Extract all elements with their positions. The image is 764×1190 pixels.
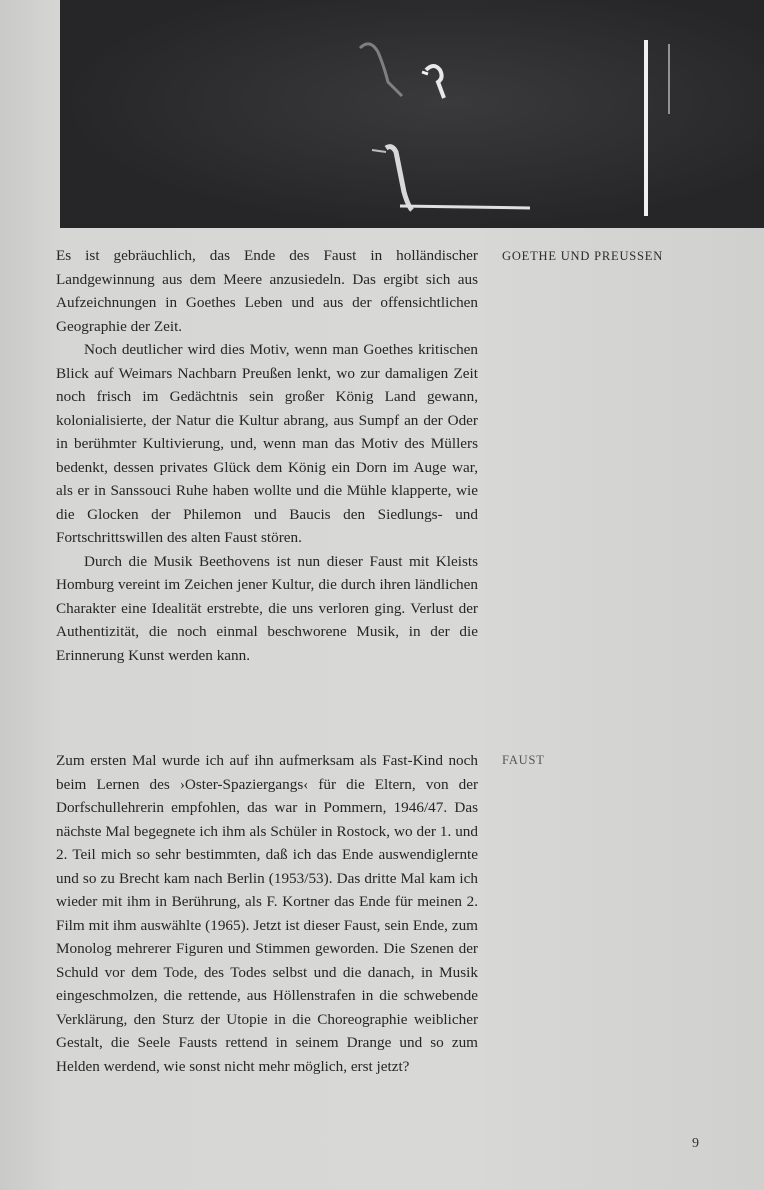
paragraph: Durch die Musik Beethovens ist nun dieser Faust mit Kleists Homburg vereint im Zeichen jener Kultur, die durch ihren ländlichen Charakter eine Idealität erstrebte, die uns verloren ging. Verlust der Authentizität, die noch einmal beschworene Musik, in der die Erinnerung Kunst werden kann. [56,552,478,664]
paragraph: Zum ersten Mal wurde ich auf ihn aufmerksam als Fast-Kind noch beim Lernen des ›Oster-Spaziergangs‹ für die Eltern, von der Dorfschullehrerin empfohlen, das war in Pommern, 1946/47. Das nächste Mal begegnete ich ihm als Schüler in Rostock, wo der 1. und 2. Teil mich so sehr bestimmten, daß ich das Ende auswendiglernte und so zu Brecht kam nach Berlin (1953/53). Das dritte Mal kam ich wieder mit ihm in Berührung, als F. Kortner das Ende für meinen 2. Film mit ihm auswählte (1965). Jetzt ist dieser Faust, sein Ende, zum Monolog mehrerer Figuren und Stimmen geworden. Die Szenen der Schuld vor dem Tode, des Todes selbst und die danach, in Musik eingeschmolzen, die rettende, aus Höllenstrafen in die schwebende Verklärung, den Sturz der Utopie in die Choreographie weiblicher Gestalt, die Seele Fausts rettend in seinem Drange und so zum Helden werdend, wie sonst nicht mehr möglich, erst jetzt? [56,752,478,1075]
stage-photo-icon [60,0,764,228]
section-goethe-body [56,244,478,667]
section-heading-faust: FAUST [502,753,545,767]
stage-photo [60,0,764,228]
section-heading-goethe: GOETHE UND PREUSSEN [502,249,664,263]
paragraph: Noch deutlicher wird dies Motiv, wenn man Goethes kritischen Blick auf Weimars Nachbarn Preußen lenkt, wo zur damaligen Zeit noch frisch im Gedächtnis sein großer König Land gewann, kolonialisierte, der Natur die Kultur abrang, aus Sumpf an der Oder in berühmter Kultivierung, und, wenn man das Motiv des Müllers bedenkt, dessen privates Glück dem König ein Dorn im Auge war, als er in Sanssouci Ruhe haben wollte und die Mühle klapperte, wie die Glocken der Philemon und Baucis den Siedlungs- und Fortschrittswillen des alten Faust stören. [56,341,478,546]
page-number: 9 [692,1136,699,1151]
paragraph: Es ist gebräuchlich, das Ende des Faust in holländischer Landgewinnung aus dem Meere anzusiedeln. Das ergibt sich aus Aufzeichnungen in Goethes Leben und aus der offensichtlichen Geographie der Zeit. [56,247,478,335]
section-faust-body [56,749,478,1078]
